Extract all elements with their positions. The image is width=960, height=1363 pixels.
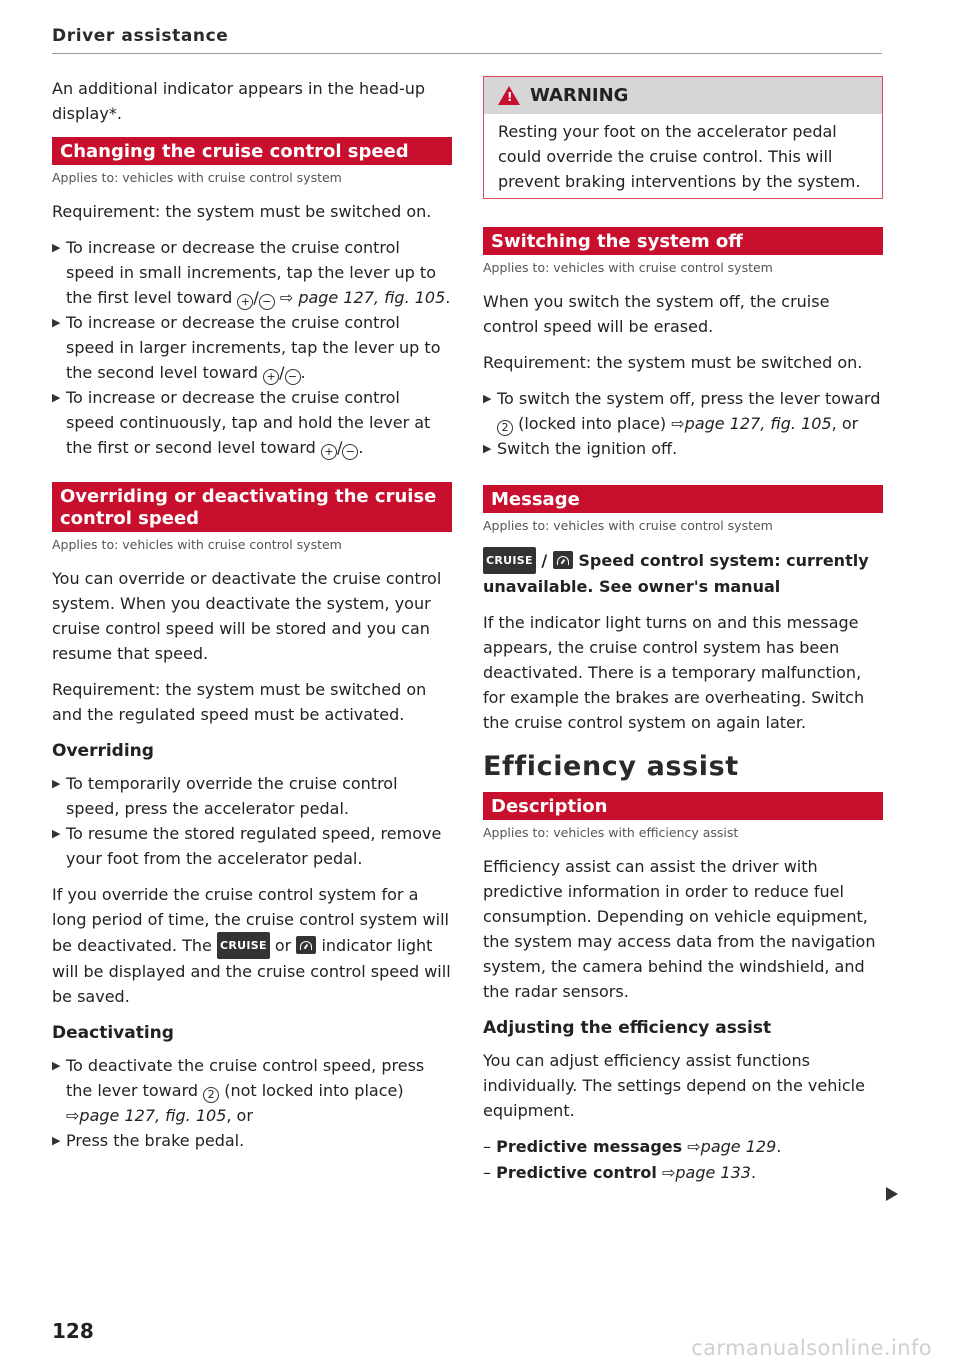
page-number: 128: [52, 1319, 94, 1343]
bullet-arrow-icon: ▶: [483, 392, 492, 405]
plus-circle-icon: +: [263, 369, 279, 385]
override-requirement: Requirement: the system must be switched on and the regulated speed must be activated.: [52, 680, 427, 724]
overriding-list: [52, 771, 452, 871]
list-item: ▶ To switch the system off, press the lever toward 2 (locked into place) ⇨page 127, fig. 105, or: [483, 386, 883, 436]
bullet-arrow-icon: ▶: [52, 391, 61, 404]
section-title-description: Description: [483, 792, 883, 820]
applies-to: Applies to: vehicles with cruise control system: [52, 170, 342, 185]
switch-off-intro: When you switch the system off, the cruise control speed will be erased.: [483, 292, 830, 336]
cruise-indicator-icon: CRUISE: [483, 547, 536, 574]
bullet-arrow-icon: ▶: [52, 1134, 61, 1147]
applies-to: Applies to: vehicles with cruise control system: [483, 260, 773, 275]
warning-box: [483, 76, 883, 199]
deactivating-list: [52, 1053, 452, 1153]
override-long-period-text: If you override the cruise control system for a long period of time, the cruise control system will be deactivated. The CRUISE or indicator light will be displayed and the cruise control speed will be saved.: [52, 885, 451, 1006]
efficiency-assist-heading: Efficiency assist: [483, 751, 739, 782]
switch-off-requirement: Requirement: the system must be switched on.: [483, 353, 863, 372]
list-item: ▶ Switch the ignition off.: [483, 436, 883, 461]
warning-label: WARNING: [530, 85, 629, 106]
list-item: ▶ To increase or decrease the cruise control speed continuously, tap and hold the lever at the first or second level toward + / − .: [52, 385, 452, 460]
list-item: ▶ Press the brake pedal.: [52, 1128, 452, 1153]
warning-text: Resting your foot on the accelerator pedal could override the cruise control. This will prevent braking interventions by the system.: [484, 114, 882, 198]
speedometer-indicator-icon: [296, 936, 316, 954]
page-reference-link[interactable]: page 127, fig. 105: [79, 1106, 227, 1125]
overriding-heading: Overriding: [52, 741, 154, 761]
callout-2-icon: 2: [203, 1087, 219, 1103]
applies-to: Applies to: vehicles with efficiency assist: [483, 825, 739, 840]
continued-arrow-icon: [886, 1187, 898, 1201]
adjusting-text: You can adjust efficiency assist functions individually. The settings depend on the vehicle equipment.: [483, 1051, 865, 1120]
bullet-arrow-icon: ▶: [52, 827, 61, 840]
speed-steps-list: [52, 235, 452, 460]
applies-to: Applies to: vehicles with cruise control system: [52, 537, 342, 552]
page-header: [52, 26, 882, 54]
bullet-arrow-icon: ▶: [52, 316, 61, 329]
speedometer-indicator-icon: [553, 551, 573, 569]
minus-circle-icon: −: [259, 294, 275, 310]
ref-arrow-icon: ⇨: [661, 1163, 676, 1182]
bullet-arrow-icon: ▶: [483, 442, 492, 455]
requirement-text: Requirement: the system must be switched on.: [52, 202, 432, 221]
plus-circle-icon: +: [321, 444, 337, 460]
bullet-arrow-icon: ▶: [52, 241, 61, 254]
watermark: carmanualsonline.info: [691, 1336, 932, 1360]
adjusting-efficiency-heading: Adjusting the efficiency assist: [483, 1018, 772, 1038]
efficiency-options-list: [483, 1134, 883, 1186]
right-column: [483, 76, 883, 1186]
page-reference-link[interactable]: page 133: [675, 1163, 751, 1182]
switch-off-list: [483, 386, 883, 461]
section-title-message: Message: [483, 485, 883, 513]
minus-circle-icon: −: [285, 369, 301, 385]
message-title: CRUISE / Speed control system: currently unavailable. See owner's manual: [483, 547, 883, 599]
list-item: ▶ To temporarily override the cruise control speed, press the accelerator pedal.: [52, 771, 452, 821]
list-item: ▶ To increase or decrease the cruise control speed in small increments, tap the lever up to the first level toward + / − ⇨ page 127, fig. 105.: [52, 235, 452, 310]
list-item: – Predictive control ⇨page 133.: [483, 1163, 757, 1182]
page-reference-link[interactable]: page 127, fig. 105: [298, 288, 446, 307]
bullet-arrow-icon: ▶: [52, 777, 61, 790]
section-title-overriding: Overriding or deactivating the cruise control speed: [52, 482, 452, 532]
header-title: Driver assistance: [52, 26, 229, 46]
list-item: ▶ To resume the stored regulated speed, remove your foot from the accelerator pedal.: [52, 821, 452, 871]
page-reference-link[interactable]: page 127, fig. 105: [684, 414, 832, 433]
plus-circle-icon: +: [237, 294, 253, 310]
left-column: [52, 76, 452, 1164]
applies-to: Applies to: vehicles with cruise control system: [483, 518, 773, 533]
ref-arrow-icon: ⇨: [66, 1106, 80, 1125]
ref-arrow-icon: ⇨: [687, 1137, 701, 1156]
override-intro: You can override or deactivate the cruise control system. When you deactivate the system, your cruise control speed will be stored and you can resume that speed.: [52, 569, 442, 663]
efficiency-description: Efficiency assist can assist the driver with predictive information in order to reduce fuel consumption. Depending on vehicle equipment, the system may access data from the navigation system, the camera behind the windshield, and the radar sensors.: [483, 857, 876, 1001]
callout-2-icon: 2: [497, 420, 513, 436]
bullet-arrow-icon: ▶: [52, 1059, 61, 1072]
warning-triangle-icon: [498, 86, 520, 105]
intro-text: An additional indicator appears in the head-up display*.: [52, 79, 426, 123]
warning-header: [484, 77, 882, 114]
deactivating-heading: Deactivating: [52, 1023, 174, 1043]
ref-arrow-icon: ⇨: [279, 288, 294, 307]
message-explanation: If the indicator light turns on and this message appears, the cruise control system has been deactivated. There is a temporary malfunction, for example the brakes are overheating. Switch the cruise control system on again later.: [483, 613, 865, 732]
minus-circle-icon: −: [342, 444, 358, 460]
section-title-switching-off: Switching the system off: [483, 227, 883, 255]
ref-arrow-icon: ⇨: [671, 414, 685, 433]
section-title-changing-speed: Changing the cruise control speed: [52, 137, 452, 165]
list-item: ▶ To deactivate the cruise control speed, press the lever toward 2 (not locked into place) ⇨page 127, fig. 105, or: [52, 1053, 452, 1128]
cruise-indicator-icon: CRUISE: [217, 932, 270, 959]
list-item: – Predictive messages ⇨page 129.: [483, 1137, 782, 1156]
page-reference-link[interactable]: page 129: [700, 1137, 777, 1156]
list-item: ▶ To increase or decrease the cruise control speed in larger increments, tap the lever up to the second level toward + / − .: [52, 310, 452, 385]
